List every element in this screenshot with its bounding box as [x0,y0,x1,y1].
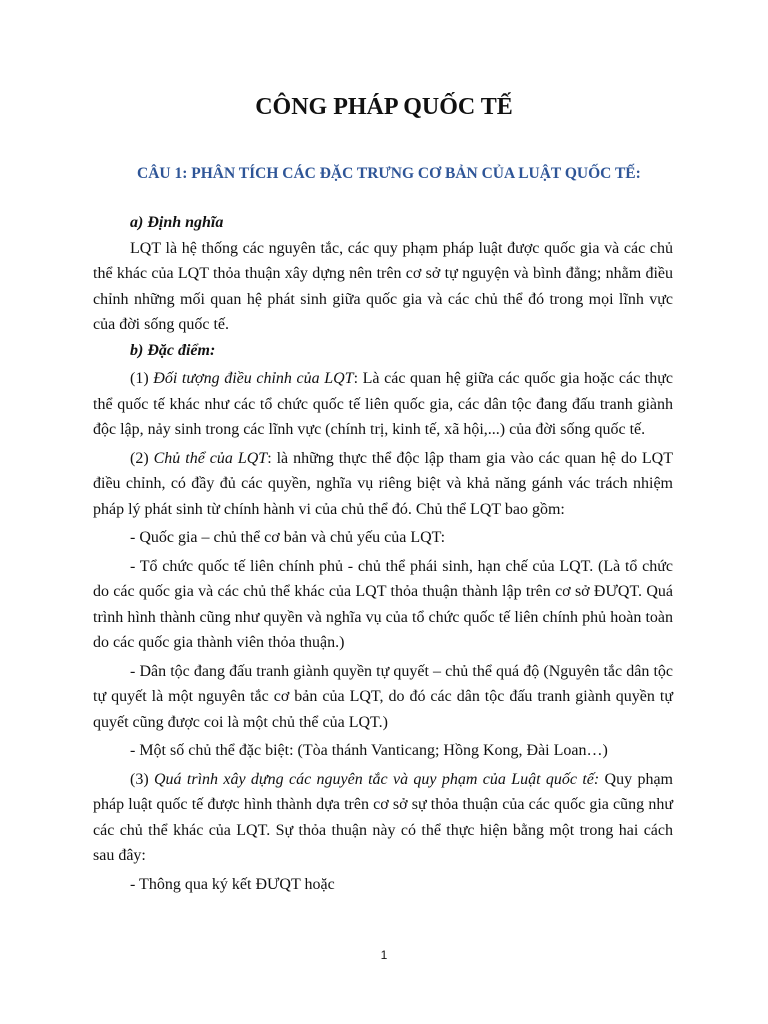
feature-2-term: Chủ thể của LQT [153,449,268,467]
paragraph-feature-2 [93,446,673,523]
feature-1-number: (1) [130,370,154,387]
list-item-treaty: - Thông qua ký kết ĐƯQT hoặc [130,875,335,893]
page-number: 1 [380,948,388,962]
list-item-state: - Quốc gia – chủ thể cơ bản và chủ yếu của LQT: [130,529,446,546]
feature-3-number: (3) [130,770,154,788]
feature-2-text: : là những thực thể độc lập tham gia vào các quan hệ do LQT điều chỉnh, có đầy đủ các quyền, nghĩa vụ riêng biệt và khả năng gánh vác trách nhiệm pháp lý phát sinh từ chính hành vi của chủ thể đó. Chủ thể LQT bao gồm: [93,449,674,518]
document-body [93,210,673,897]
list-item-special-subjects: - Một số chủ thể đặc biệt: (Tòa thánh Vanticang; Hồng Kong, Đài Loan…) [130,742,608,759]
paragraph-definition: LQT là hệ thống các nguyên tắc, các quy phạm pháp luật được quốc gia và các chủ thể khác của LQT thỏa thuận xây dựng nên trên cơ sở tự nguyện và bình đẳng; nhằm điều chỉnh những mối quan hệ phát sinh giữa quốc gia và các chủ thể đó trong mọi lĩnh vực của đời sống quốc tế. [93,239,673,333]
list-item-nations-self-determination: - Dân tộc đang đấu tranh giành quyền tự quyết – chủ thể quá độ (Nguyên tắc dân tộc tự quyết là một nguyên tắc cơ bản của LQT, do đó các dân tộc đấu tranh giành quyền tự quyết cũng được coi là một chủ thể của LQT.) [93,662,673,731]
paragraph-feature-1 [93,366,673,443]
list-item-intergovernmental-org: - Tổ chức quốc tế liên chính phủ - chủ thể phái sinh, hạn chế của LQT. (Là tổ chức do các quốc gia và các chủ thể khác của LQT thỏa thuận thành lập trên cơ sở ĐƯQT. Quá trình hình thành cũng như quyền và nghĩa vụ của tổ chức quốc tế liên chính phủ hoàn toàn do các quốc gia thành viên thỏa thuận.) [93,557,673,651]
feature-1-text: : Là các quan hệ giữa các quốc gia hoặc các thực thể quốc tế khác như các tổ chức quốc tế liên quốc gia, các dân tộc đang đấu tranh giành độc lập, nảy sinh trong các lĩnh vực (chính trị, kinh tế, xã hội,...) của đời sống quốc tế. [93,370,673,438]
document-title: CÔNG PHÁP QUỐC TẾ [255,94,513,120]
feature-3-text: Quy phạm pháp luật quốc tế được hình thành dựa trên cơ sở sự thỏa thuận của các quốc gia cũng như các chủ thể khác của LQT. Sự thỏa thuận này có thể thực hiện bằng một trong hai cách sau đây: [93,770,673,864]
section-features-heading: b) Đặc điểm: [130,341,216,359]
paragraph-feature-3 [93,767,673,869]
feature-1-term: Đối tượng điều chỉnh của LQT [153,370,354,387]
feature-2-number: (2) [130,449,154,467]
feature-3-term: Quá trình xây dựng các nguyên tắc và quy phạm của Luật quốc tế: [154,770,600,788]
question-heading: CÂU 1: PHÂN TÍCH CÁC ĐẶC TRƯNG CƠ BẢN CỦA LUẬT QUỐC TẾ: [137,165,641,182]
section-definition-heading: a) Định nghĩa [130,214,224,231]
